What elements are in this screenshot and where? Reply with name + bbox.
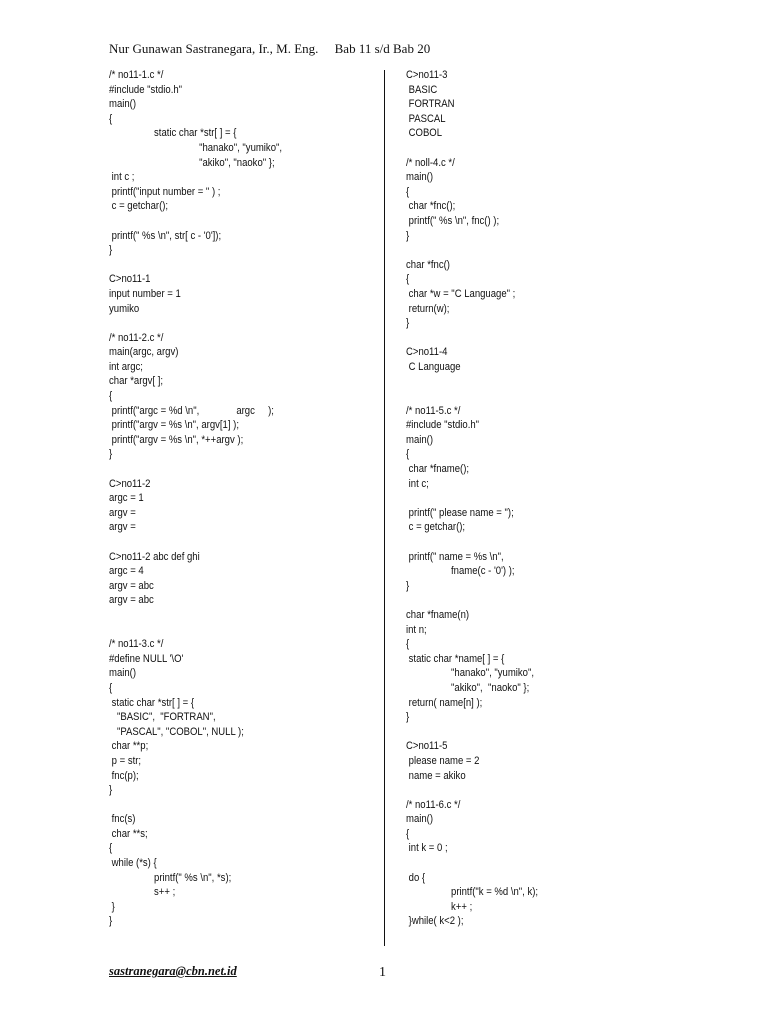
code-column-right: C>no11-3 BASIC FORTRAN PASCAL COBOL /* noll-4.c */ main() { char *fnc(); printf(" %s \n", fnc() ); } char *fnc() { char *w = "C Language" ; return(w); } C>no11-4 C Language /* no11-5.c */ #include "stdio.h" main() { char *fname(); int c; printf(" please name = "); c = getchar(); printf(" name = %s \n", fname(c - '0') ); } char *fname(n) int n; { static char *name[ ] = { "hanako", "yumiko", "akiko", "naoko" }; return( name[n] ); } C>no11-5 please name = 2 name = akiko /* no11-6.c */ main() { int k = 0 ; do { printf("k = %d \n", k); k++ ; }while( k<2 );: [406, 69, 539, 928]
page-header: Nur Gunawan Sastranegara, Ir., M. Eng. Bab 11 s/d Bab 20: [109, 41, 431, 56]
page-number: 1: [379, 965, 386, 980]
footer-email-link[interactable]: sastranegara@cbn.net.id: [109, 964, 237, 978]
code-column-left: /* no11-1.c */ #include "stdio.h" main() { static char *str[ ] = { "hanako", "yumiko", "akiko", "naoko" }; int c ; printf("input number = " ) ; c = getchar(); printf(" %s \n", str[ c - '0']); } C>no11-1 input number = 1 yumiko /* no11-2.c */ main(argc, argv) int argc; char *argv[ ]; { printf("argc = %d \n", argc ); printf("argv = %s \n", argv[1] ); printf("argv = %s \n", *++argv ); } C>no11-2 argc = 1 argv = argv = C>no11-2 abc def ghi argc = 4 argv = abc argv = abc /* no11-3.c */ #define NULL '\O' main() { static char *str[ ] = { "BASIC", "FORTRAN", "PASCAL", "COBOL", NULL ); char **p; p = str; fnc(p); } fnc(s) char **s; { while (*s) { printf(" %s \n", *s); s++ ; } }: [109, 69, 283, 928]
column-divider: [384, 70, 385, 946]
